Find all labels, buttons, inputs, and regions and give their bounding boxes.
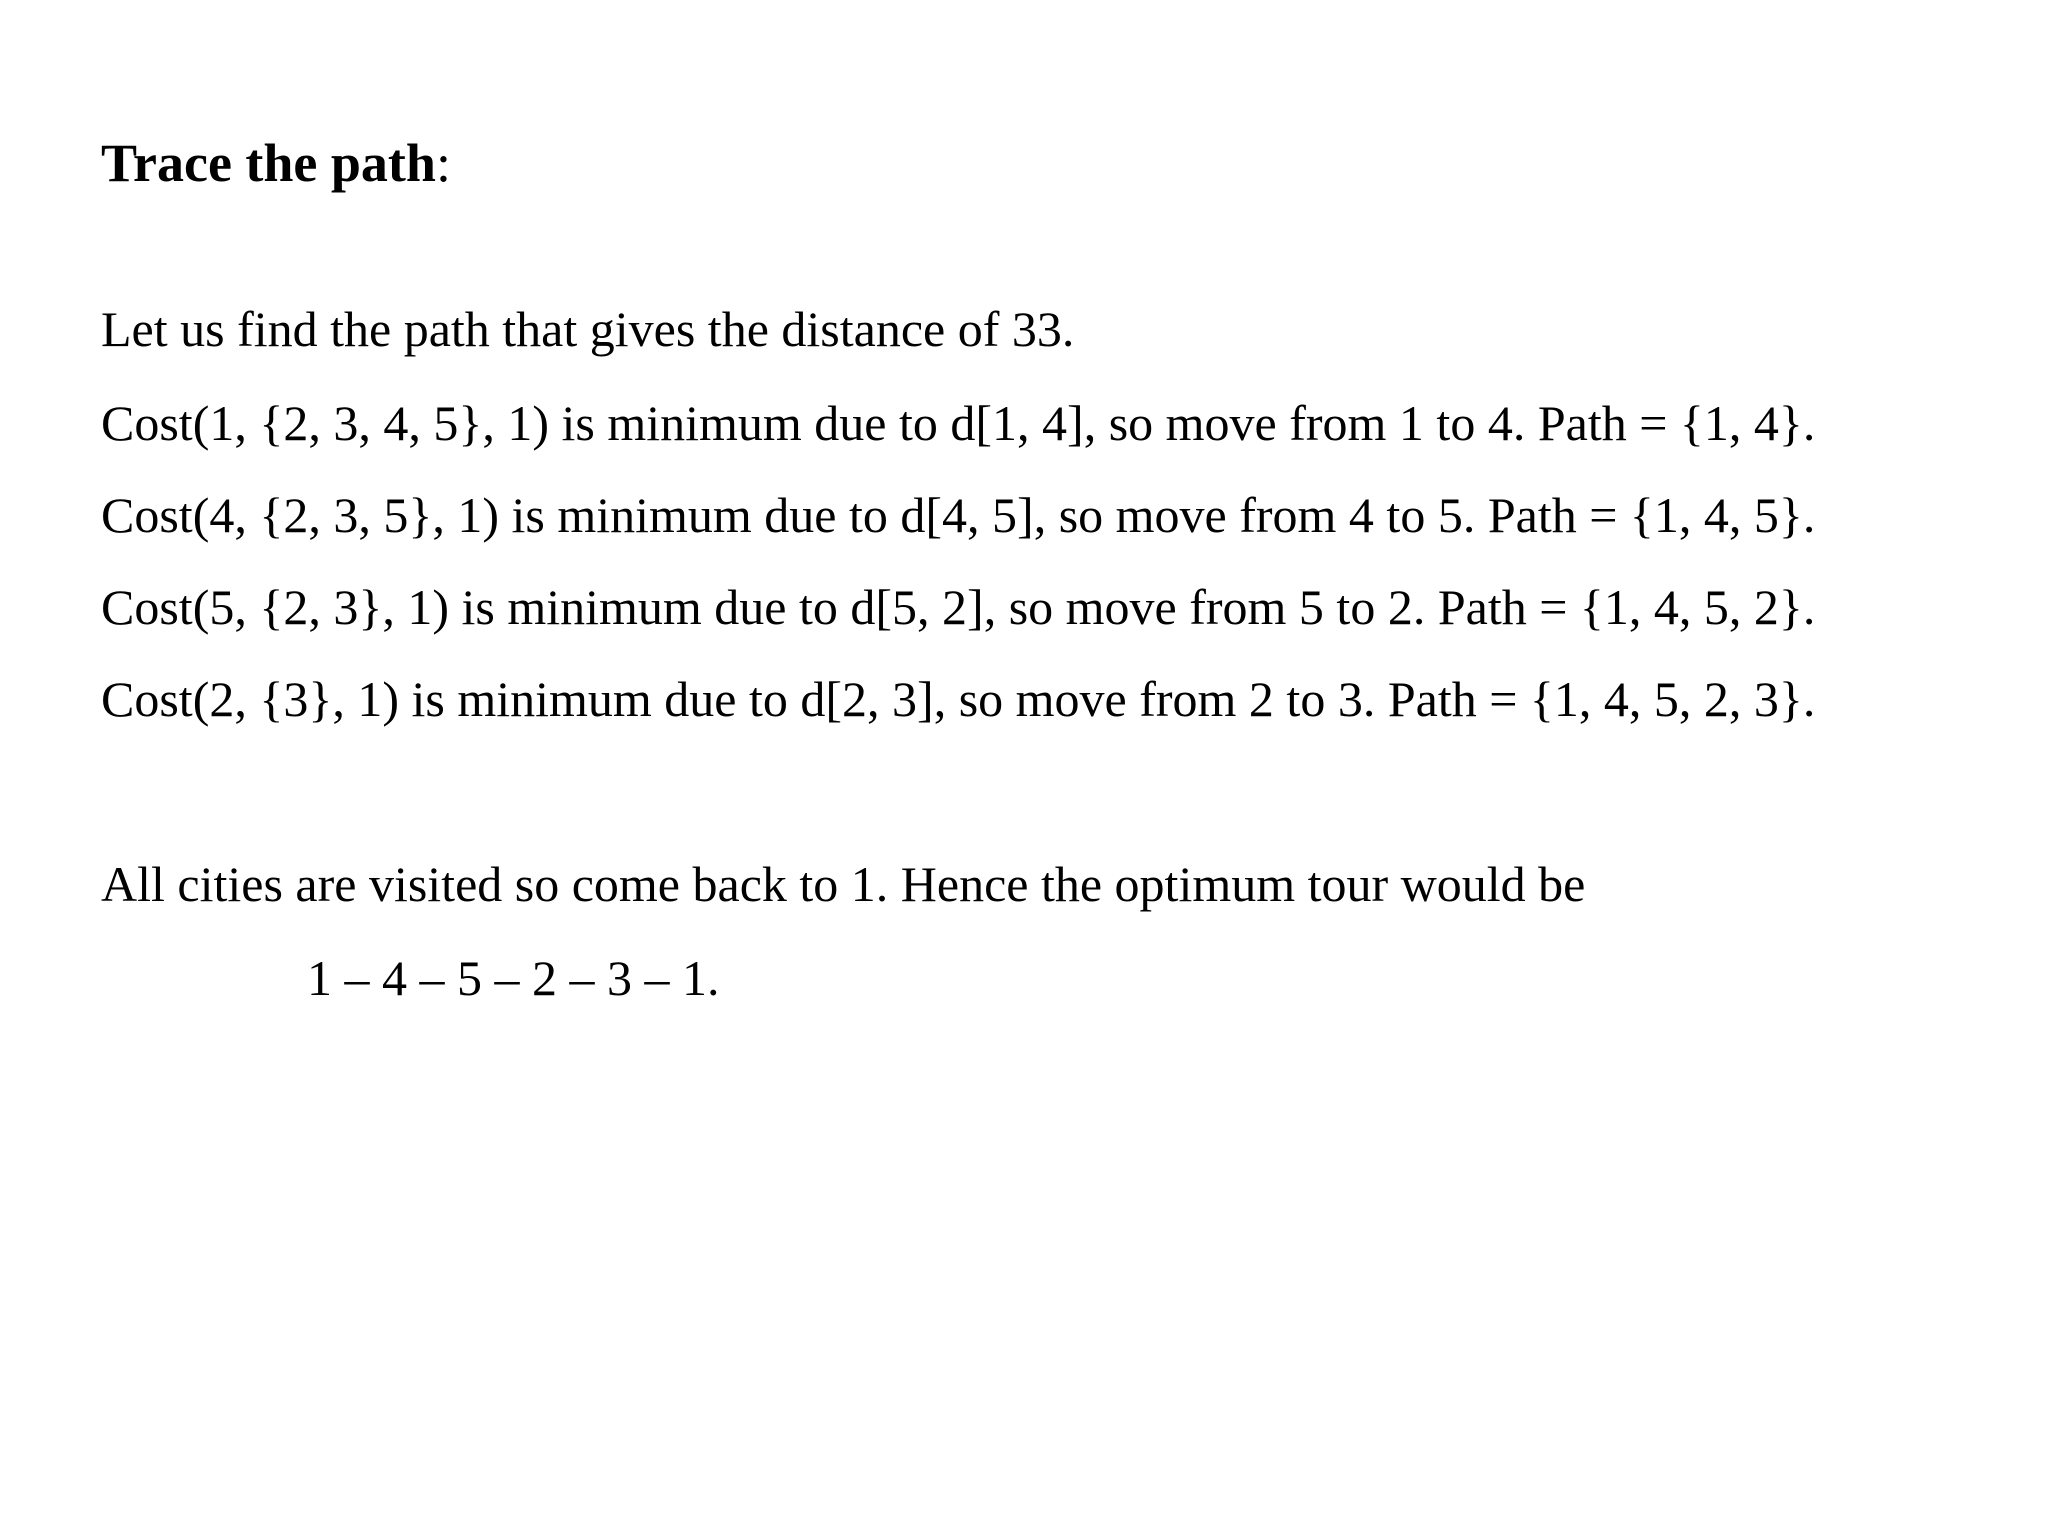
heading-text: Trace the path <box>101 133 436 193</box>
optimum-tour: 1 – 4 – 5 – 2 – 3 – 1. <box>307 950 720 1006</box>
step-3-text: Cost(5, {2, 3}, 1) is minimum due to d[5, 2], so move from 5 to 2. Path = {1, 4, 5, 2}. <box>101 579 1816 635</box>
step-4-text: Cost(2, {3}, 1) is minimum due to d[2, 3], so move from 2 to 3. Path = {1, 4, 5, 2, 3}. <box>101 671 1816 727</box>
step-2-text: Cost(4, {2, 3, 5}, 1) is minimum due to d[4, 5], so move from 4 to 5. Path = {1, 4, 5}. <box>101 487 1816 543</box>
page-heading <box>101 128 451 198</box>
heading-colon: : <box>435 133 451 193</box>
conclusion-text: All cities are visited so come back to 1. Hence the optimum tour would be <box>101 856 1586 912</box>
intro-text: Let us find the path that gives the distance of 33. <box>101 301 1075 357</box>
step-1-text: Cost(1, {2, 3, 4, 5}, 1) is minimum due to d[1, 4], so move from 1 to 4. Path = {1, 4}. <box>101 395 1816 451</box>
